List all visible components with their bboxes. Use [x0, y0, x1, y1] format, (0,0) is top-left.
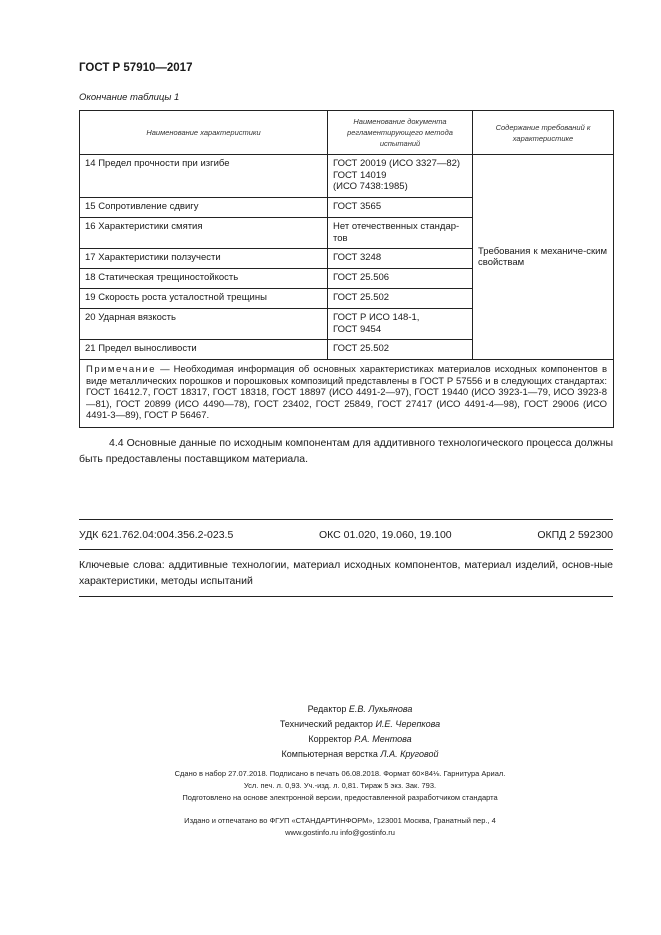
doc-line: тов: [333, 232, 348, 244]
credit-line: [200, 747, 520, 762]
doc-line: (ИСО 7438:1985): [333, 181, 408, 192]
note-text: — Необходимая информация об основных характеристиках материалов исходных компонентов в виде металлических порошков и порошковых композиций представлены в ГОСТ Р 57556 и в следующих стандартах: ГОСТ 16412.7, ГОСТ 18317, ГОСТ 18318, ГОСТ 18897 (ИСО 4491-2—97), ГОСТ 19440 (ИСО 3923-1—79, ИСО 3923-8—81), ГОСТ 20899 (ИСО 4490—78), ГОСТ 23402, ГОСТ 25849, ГОСТ 27417 (ИСО 4491-4—98), ГОСТ 29006 (ИСО 4491-3—89), ГОСТ Р 56467.: [86, 364, 607, 421]
publisher-block: [100, 815, 580, 839]
divider: [79, 549, 613, 550]
credit-name: Л.А. Круговой: [380, 749, 439, 759]
credits-block: [200, 702, 520, 762]
okpd-code: ОКПД 2 592300: [537, 529, 613, 541]
table-note: [80, 360, 614, 428]
characteristics-table: [79, 110, 614, 428]
row-doc: [328, 249, 473, 269]
doc-line: ГОСТ 20019 (ИСО 3327—82): [333, 158, 461, 169]
doc-line: ГОСТ 3565: [333, 201, 382, 212]
credit-line: [200, 702, 520, 717]
credit-role: Корректор: [308, 734, 352, 744]
row-characteristic: 16 Характеристики смятия: [80, 218, 328, 249]
doc-line: ГОСТ Р ИСО 148-1,: [333, 312, 420, 323]
row-doc: [328, 269, 473, 289]
doc-line: ГОСТ 9454: [333, 323, 382, 335]
row-characteristic: 20 Ударная вязкость: [80, 309, 328, 340]
note-label: Примечание: [86, 364, 156, 375]
credit-role: Компьютерная верстка: [281, 749, 378, 759]
doc-line: Нет отечественных стандар-: [333, 221, 460, 232]
paragraph-4-4: 4.4 Основные данные по исходным компонентам для аддитивного технологического процесса должны быть предоставлены поставщиком материала.: [79, 437, 613, 465]
credit-name: И.Е. Черепкова: [375, 719, 441, 729]
row-doc: [328, 289, 473, 309]
table-header-row: [80, 111, 614, 155]
row-doc: [328, 218, 473, 249]
classification-codes: [79, 529, 613, 541]
divider: [79, 519, 613, 520]
doc-line: ГОСТ 25.502: [333, 343, 390, 354]
row-characteristic: 21 Предел выносливости: [80, 340, 328, 360]
header-requirements: Содержание требований к характеристике: [473, 111, 614, 155]
header-test-method-doc: Наименование документа регламентирующего метода испытаний: [328, 111, 473, 155]
imprint-line: Сдано в набор 27.07.2018. Подписано в печать 06.08.2018. Формат 60×84⅛. Гарнитура Ариал.: [174, 769, 506, 778]
credit-name: Р.А. Ментова: [354, 734, 412, 744]
table-note-row: [80, 360, 614, 428]
document-number: ГОСТ Р 57910—2017: [79, 62, 193, 74]
header-characteristic: Наименование характеристики: [80, 111, 328, 155]
requirement-cell: Требования к механиче-ским свойствам: [473, 155, 614, 360]
credit-name: Е.В. Лукьянова: [348, 704, 413, 714]
row-characteristic: 14 Предел прочности при изгибе: [80, 155, 328, 198]
credit-line: [200, 717, 520, 732]
row-characteristic: 15 Сопротивление сдвигу: [80, 198, 328, 218]
keywords: Ключевые слова: аддитивные технологии, материал исходных компонентов, материал изделий, основ-ные характеристики, методы испытаний: [79, 559, 613, 587]
publisher-contacts: www.gostinfo.ru info@gostinfo.ru: [285, 828, 395, 837]
udk-code: УДК 621.762.04:004.356.2-023.5: [79, 529, 234, 541]
imprint-line: Подготовлено на основе электронной версии, предоставленной разработчиком стандарта: [182, 793, 498, 802]
imprint-line: Усл. печ. л. 0,93. Уч.-изд. л. 0,81. Тираж 5 экз. Зак. 793.: [243, 781, 437, 790]
table-caption: Окончание таблицы 1: [79, 92, 180, 103]
row-characteristic: 19 Скорость роста усталостной трещины: [80, 289, 328, 309]
publisher-line: Издано и отпечатано во ФГУП «СТАНДАРТИНФОРМ», 123001 Москва, Гранатный пер., 4: [184, 816, 496, 825]
doc-line: ГОСТ 25.506: [333, 272, 390, 283]
doc-line: ГОСТ 3248: [333, 252, 382, 263]
doc-line: ГОСТ 25.502: [333, 292, 390, 303]
row-doc: [328, 198, 473, 218]
row-characteristic: 17 Характеристики ползучести: [80, 249, 328, 269]
oks-code: ОКС 01.020, 19.060, 19.100: [318, 529, 452, 541]
divider: [79, 596, 613, 597]
doc-line: ГОСТ 14019: [333, 169, 387, 181]
row-doc: [328, 340, 473, 360]
credit-role: Технический редактор: [279, 719, 373, 729]
imprint-block: [100, 768, 580, 804]
credit-line: [200, 732, 520, 747]
row-doc: [328, 155, 473, 198]
row-characteristic: 18 Статическая трещиностойкость: [80, 269, 328, 289]
row-doc: [328, 309, 473, 340]
table-row: [80, 155, 614, 198]
credit-role: Редактор: [307, 704, 347, 714]
